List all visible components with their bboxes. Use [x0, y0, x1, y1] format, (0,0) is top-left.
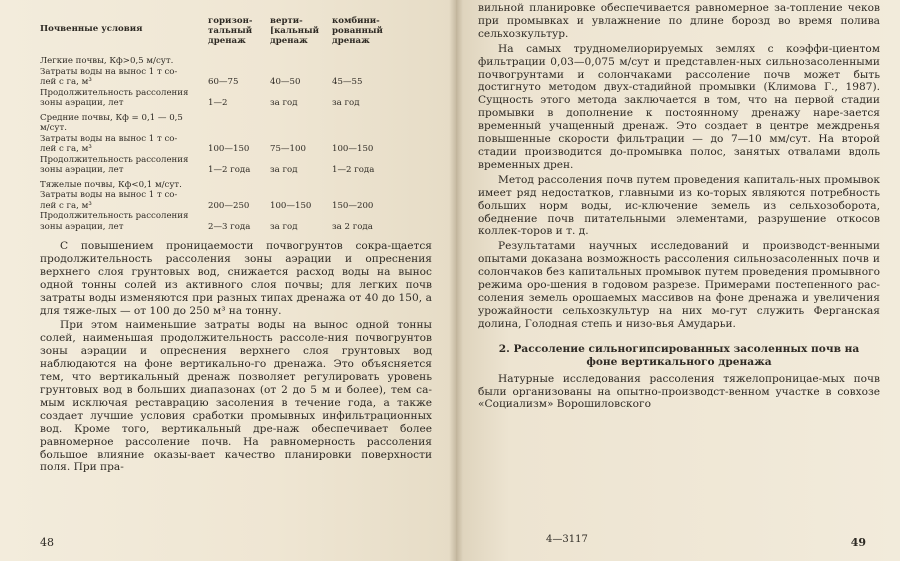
header-soil-conditions: Почвенные условия	[40, 24, 143, 34]
cell-horizontal: 100—150	[208, 144, 250, 154]
table-row	[40, 211, 432, 232]
cell-combined: 45—55	[332, 77, 363, 87]
left-text-block	[40, 240, 432, 474]
row-condition: Продолжительность рассоления зоны аэрации, лет	[40, 87, 189, 108]
signature-code: 4—3117	[546, 534, 588, 545]
right-page	[456, 0, 900, 561]
cell-horizontal: 200—250	[208, 200, 250, 211]
cell-horizontal: 1—2 года	[208, 165, 251, 175]
row-condition: Тяжелые почвы, Кф<0,1 м/сут.	[40, 179, 182, 190]
cell-combined: 150—200	[332, 200, 374, 211]
table-row	[40, 88, 432, 109]
table-row	[40, 134, 432, 155]
paragraph: С повышением проницаемости почвогрунтов сокра-щается продолжительность рассоления зоны аэрации и опреснения верхнего слоя грунтовых вод, снижается расход воды на вынос одной тонны солей из активного слоя почвы; для легких почв затраты воды изменяются при разных типах дренажа от 40 до 150, а для тяже-лых — от 100 до 250 м³ на тонну.	[40, 240, 432, 317]
row-condition: Затраты воды на вынос 1 т со- лей с га, м³	[40, 66, 178, 87]
paragraph: Результатами научных исследований и производст-венными опытами доказана возможность рассоления сильнозасоленных почв и солончаков без капитальных промывок путем проведения промывного режима оро-шения в годовом разрезе. Примерами постепенного рас-соления земель орошаемых массивов на фоне дренажа и увеличения урожайности сельхозкультур на них мо-гут служить Ферганская долина, Голодная степь и низо-вья Амударьи.	[478, 240, 880, 330]
table-row	[40, 190, 432, 211]
table-header	[40, 16, 432, 46]
cell-combined: за 2 года	[332, 221, 373, 232]
paragraph: Метод рассоления почв путем проведения капиталь-ных промывок имеет ряд недостатков, главными из ко-торых являются потребность больших норм воды, ис-ключение земель из сельхозоборота, обеднение почв питательными элементами, разрушение откосов коллек-торов и т. д.	[478, 173, 880, 238]
cell-combined: 100—150	[332, 144, 374, 154]
header-vertical-drainage: верти- [кальный дренаж	[270, 16, 320, 46]
cell-horizontal: 1—2	[208, 98, 228, 108]
cell-combined: 1—2 года	[332, 165, 375, 175]
cell-combined: за год	[332, 98, 360, 108]
cell-horizontal: 2—3 года	[208, 221, 251, 232]
table-row	[40, 113, 432, 134]
row-condition: Легкие почвы, Кф>0,5 м/сут.	[40, 56, 174, 66]
row-condition: Средние почвы, Кф = 0,1 — 0,5 м/сут.	[40, 112, 183, 133]
header-combined-drainage: комбини- рованный дренаж	[332, 16, 383, 46]
header-horizontal-drainage: горизон- тальный дренаж	[208, 16, 253, 46]
table-body	[40, 56, 432, 232]
paragraph: На самых трудномелиорируемых землях с коэффи-циентом фильтрации 0,03—0,075 м/сут и представлен-ных сильнозасоленными почвогрунтами и солончаками рассоление почв может быть достигнуто методом двух-стадийной промывки (Климова Г., 1987). Сущность этого метода заключается в том, что на первой стадии промывки в дополнение к постоянному дренажу наре-зается временный учащенный дренаж. Это создает в центре междренья повышенные скорости фильтрации — до 7—10 мм/сут. На второй стадии производится до-промывка полос, занятых отвалами вдоль временных дрен.	[478, 42, 880, 171]
section-title: 2. Рассоление сильногипсированных засоленных почв на фоне вертикального дренажа	[498, 342, 860, 368]
page-number: 48	[40, 536, 54, 549]
row-condition: Продолжительность рассоления зоны аэрации, лет	[40, 211, 189, 232]
paragraph: вильной планировке обеспечивается равномерное за-топление чеков при промывках и увлажнение по длине борозд во время полива сельхозкультур.	[478, 2, 880, 40]
cell-horizontal: 60—75	[208, 77, 239, 87]
table-row	[40, 180, 432, 191]
cell-vertical: за год	[270, 98, 298, 108]
row-condition: Затраты воды на вынос 1 т со- лей с га, м³	[40, 133, 178, 154]
cell-vertical: за год	[270, 165, 298, 175]
table-row	[40, 67, 432, 88]
cell-vertical: 100—150	[270, 200, 312, 211]
cell-vertical: за год	[270, 221, 298, 232]
cell-vertical: 75—100	[270, 144, 306, 154]
table-row	[40, 56, 432, 67]
page-number: 49	[850, 536, 866, 549]
row-condition: Продолжительность рассоления зоны аэрации, лет	[40, 154, 189, 175]
cell-vertical: 40—50	[270, 77, 301, 87]
paragraph: При этом наименьшие затраты воды на вынос одной тонны солей, наименьшая продолжительность рассоле-ния почвогрунтов зоны аэрации и опреснения верхнего слоя грунтовых вод наблюдаются на фоне вертикально-го дренажа. Это объясняется тем, что вертикальный дренаж позволяет регулировать уровень грунтовых вод в больших диапазонах (от 2 до 5 м и более), тем са-мым исключая реставрацию засоления в течение года, а также создает лучшие условия сработки промывных инфильтрационных вод. Кроме того, вертикальный дре-наж обеспечивает более равномерное рассоление почв. На равномерность рассоления большое влияние оказы-вает качество планировки поверхности поля. При пра-	[40, 319, 432, 474]
paragraph: Натурные исследования рассоления тяжелопроницае-мых почв были организованы на опытно-производст-венном участке в совхозе «Социализм» Ворошиловского	[478, 372, 880, 411]
table-row	[40, 155, 432, 176]
row-condition: Затраты воды на вынос 1 т со- лей с га, м³	[40, 190, 178, 211]
